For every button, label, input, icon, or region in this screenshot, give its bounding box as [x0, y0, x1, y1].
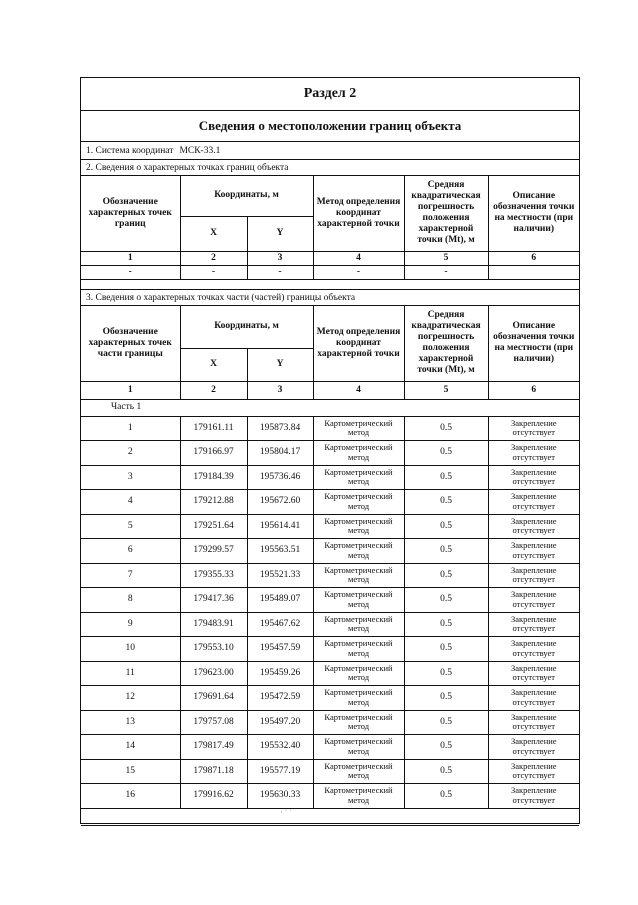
table-row — [81, 563, 579, 588]
method-cell: Картометрический метод — [313, 416, 404, 441]
error-cell: 0.5 — [404, 735, 488, 760]
table2-header-designation: Обозначение характерных точек части границы — [81, 306, 180, 381]
table-row — [81, 637, 579, 662]
x-coordinate-cell: 179817.49 — [180, 735, 247, 760]
method-cell: Картометрический метод — [313, 588, 404, 613]
section-title: Раздел 2 — [81, 78, 579, 111]
table1 — [81, 176, 579, 280]
description-cell: Закрепление отсутствует — [488, 416, 579, 441]
table1-empty-cell: - — [404, 265, 488, 279]
x-coordinate-cell: 179251.64 — [180, 514, 247, 539]
table2-trailing-row — [81, 808, 579, 825]
point-number-cell: 14 — [81, 735, 180, 760]
y-coordinate-cell: 195497.20 — [247, 710, 313, 735]
document-sheet — [80, 77, 580, 824]
table1-header-coordinates: Координаты, м — [180, 176, 313, 216]
table2-part-row — [81, 399, 579, 416]
description-cell: Закрепление отсутствует — [488, 759, 579, 784]
table2-header-y: Y — [247, 348, 313, 381]
description-cell: Закрепление отсутствует — [488, 686, 579, 711]
y-coordinate-cell: 195672.60 — [247, 490, 313, 515]
table1-col-number: 2 — [180, 251, 247, 265]
method-cell: Картометрический метод — [313, 710, 404, 735]
point-number-cell: 7 — [81, 563, 180, 588]
table1-header-designation: Обозначение характерных точек границ — [81, 176, 180, 251]
method-cell: Картометрический метод — [313, 490, 404, 515]
table1-empty-cell: - — [247, 265, 313, 279]
description-cell: Закрепление отсутствует — [488, 661, 579, 686]
table2-col-number: 2 — [180, 381, 247, 399]
part-label: Часть 1 — [81, 399, 579, 416]
method-cell: Картометрический метод — [313, 465, 404, 490]
table-row — [81, 710, 579, 735]
table2-caption: 3. Сведения о характерных точках части (частей) границы объекта — [81, 289, 579, 306]
point-number-cell: 8 — [81, 588, 180, 613]
table2-header-x: X — [180, 348, 247, 381]
section-subtitle: Сведения о местоположении границ объекта — [81, 111, 579, 142]
y-coordinate-cell: 195459.26 — [247, 661, 313, 686]
description-cell: Закрепление отсутствует — [488, 539, 579, 564]
y-coordinate-cell: 195521.33 — [247, 563, 313, 588]
table-row — [81, 416, 579, 441]
error-cell: 0.5 — [404, 514, 488, 539]
x-coordinate-cell: 179553.10 — [180, 637, 247, 662]
method-cell: Картометрический метод — [313, 563, 404, 588]
point-number-cell: 11 — [81, 661, 180, 686]
table2-col-number: 5 — [404, 381, 488, 399]
point-number-cell: 12 — [81, 686, 180, 711]
error-cell: 0.5 — [404, 686, 488, 711]
method-cell: Картометрический метод — [313, 686, 404, 711]
method-cell: Картометрический метод — [313, 735, 404, 760]
table2-col-number: 1 — [81, 381, 180, 399]
description-cell: Закрепление отсутствует — [488, 710, 579, 735]
x-coordinate-cell: 179757.08 — [180, 710, 247, 735]
table1-caption: 2. Сведения о характерных точках границ объекта — [81, 160, 579, 176]
x-coordinate-cell: 179916.62 — [180, 784, 247, 809]
table2-col-number: 4 — [313, 381, 404, 399]
x-coordinate-cell: 179212.88 — [180, 490, 247, 515]
point-number-cell: 15 — [81, 759, 180, 784]
table1-empty-cell: - — [180, 265, 247, 279]
point-number-cell: 4 — [81, 490, 180, 515]
y-coordinate-cell: 195563.51 — [247, 539, 313, 564]
y-coordinate-cell: 195614.41 — [247, 514, 313, 539]
method-cell: Картометрический метод — [313, 612, 404, 637]
error-cell: 0.5 — [404, 612, 488, 637]
description-cell: Закрепление отсутствует — [488, 441, 579, 466]
x-coordinate-cell: 179166.97 — [180, 441, 247, 466]
y-coordinate-cell: 195489.07 — [247, 588, 313, 613]
point-number-cell: 2 — [81, 441, 180, 466]
error-cell: 0.5 — [404, 637, 488, 662]
error-cell: 0.5 — [404, 710, 488, 735]
table1-col-number: 5 — [404, 251, 488, 265]
x-coordinate-cell: 179161.11 — [180, 416, 247, 441]
table2-header-coordinates: Координаты, м — [180, 306, 313, 348]
error-cell: 0.5 — [404, 490, 488, 515]
description-cell: Закрепление отсутствует — [488, 588, 579, 613]
x-coordinate-cell: 179355.33 — [180, 563, 247, 588]
table-row — [81, 465, 579, 490]
x-coordinate-cell: 179871.18 — [180, 759, 247, 784]
y-coordinate-cell: 195532.40 — [247, 735, 313, 760]
error-cell: 0.5 — [404, 441, 488, 466]
x-coordinate-cell: 179483.91 — [180, 612, 247, 637]
method-cell: Картометрический метод — [313, 441, 404, 466]
point-number-cell: 6 — [81, 539, 180, 564]
scan-artifact: · ˙ ˙ — [280, 808, 292, 817]
y-coordinate-cell: 195873.84 — [247, 416, 313, 441]
table1-header-x: X — [180, 216, 247, 251]
description-cell: Закрепление отсутствует — [488, 637, 579, 662]
table-row — [81, 759, 579, 784]
table-row — [81, 539, 579, 564]
x-coordinate-cell: 179299.57 — [180, 539, 247, 564]
trailing-empty-cell — [81, 808, 579, 825]
coordinate-system-line — [81, 142, 579, 160]
error-cell: 0.5 — [404, 416, 488, 441]
y-coordinate-cell: 195467.62 — [247, 612, 313, 637]
method-cell: Картометрический метод — [313, 539, 404, 564]
error-cell: 0.5 — [404, 759, 488, 784]
y-coordinate-cell: 195804.17 — [247, 441, 313, 466]
table1-col-number: 6 — [488, 251, 579, 265]
points-body — [81, 416, 579, 808]
error-cell: 0.5 — [404, 784, 488, 809]
table1-header-method: Метод определения координат характерной точки — [313, 176, 404, 251]
table-row — [81, 588, 579, 613]
table-row — [81, 661, 579, 686]
table-row — [81, 514, 579, 539]
table2-number-row — [81, 381, 579, 399]
description-cell: Закрепление отсутствует — [488, 563, 579, 588]
table-row — [81, 490, 579, 515]
y-coordinate-cell: 195630.33 — [247, 784, 313, 809]
x-coordinate-cell: 179184.39 — [180, 465, 247, 490]
coordinate-system-value: МСК-33.1 — [179, 145, 221, 156]
error-cell: 0.5 — [404, 539, 488, 564]
x-coordinate-cell: 179691.64 — [180, 686, 247, 711]
description-cell: Закрепление отсутствует — [488, 735, 579, 760]
description-cell: Закрепление отсутствует — [488, 612, 579, 637]
table1-empty-cell: - — [81, 265, 180, 279]
table2-header-method: Метод определения координат характерной точки — [313, 306, 404, 381]
x-coordinate-cell: 179623.00 — [180, 661, 247, 686]
table1-col-number: 3 — [247, 251, 313, 265]
method-cell: Картометрический метод — [313, 759, 404, 784]
table-row — [81, 612, 579, 637]
point-number-cell: 13 — [81, 710, 180, 735]
error-cell: 0.5 — [404, 588, 488, 613]
description-cell: Закрепление отсутствует — [488, 514, 579, 539]
table1-empty-cell: - — [313, 265, 404, 279]
table2 — [81, 306, 579, 826]
coordinate-system-label: 1. Система координат — [86, 145, 174, 156]
table1-col-number: 1 — [81, 251, 180, 265]
error-cell: 0.5 — [404, 465, 488, 490]
table1-header-description: Описание обозначения точки на местности (при наличии) — [488, 176, 579, 251]
table-row — [81, 784, 579, 809]
point-number-cell: 16 — [81, 784, 180, 809]
y-coordinate-cell: 195457.59 — [247, 637, 313, 662]
method-cell: Картометрический метод — [313, 784, 404, 809]
error-cell: 0.5 — [404, 661, 488, 686]
table2-col-number: 6 — [488, 381, 579, 399]
x-coordinate-cell: 179417.36 — [180, 588, 247, 613]
table1-col-number: 4 — [313, 251, 404, 265]
table1-header-error: Средняя квадратическая погрешность положения характерной точки (Mt), м — [404, 176, 488, 251]
method-cell: Картометрический метод — [313, 661, 404, 686]
table1-empty-row — [81, 265, 579, 279]
error-cell: 0.5 — [404, 563, 488, 588]
table-row — [81, 441, 579, 466]
point-number-cell: 3 — [81, 465, 180, 490]
y-coordinate-cell: 195577.19 — [247, 759, 313, 784]
y-coordinate-cell: 195736.46 — [247, 465, 313, 490]
method-cell: Картометрический метод — [313, 637, 404, 662]
point-number-cell: 5 — [81, 514, 180, 539]
table1-number-row — [81, 251, 579, 265]
description-cell: Закрепление отсутствует — [488, 784, 579, 809]
table2-header-error: Средняя квадратическая погрешность положения характерной точки (Mt), м — [404, 306, 488, 381]
table1-header-y: Y — [247, 216, 313, 251]
method-cell: Картометрический метод — [313, 514, 404, 539]
point-number-cell: 1 — [81, 416, 180, 441]
table-row — [81, 686, 579, 711]
y-coordinate-cell: 195472.59 — [247, 686, 313, 711]
table2-header-description: Описание обозначения точки на местности (при наличии) — [488, 306, 579, 381]
table1-empty-cell — [488, 265, 579, 279]
description-cell: Закрепление отсутствует — [488, 465, 579, 490]
description-cell: Закрепление отсутствует — [488, 490, 579, 515]
table2-col-number: 3 — [247, 381, 313, 399]
point-number-cell: 10 — [81, 637, 180, 662]
point-number-cell: 9 — [81, 612, 180, 637]
table-row — [81, 735, 579, 760]
